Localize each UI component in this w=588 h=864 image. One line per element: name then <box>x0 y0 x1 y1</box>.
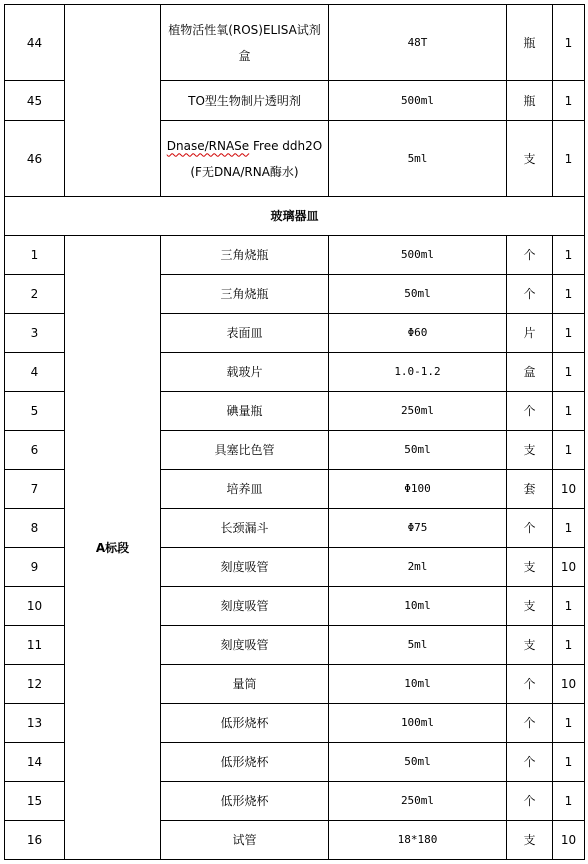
item-unit: 个 <box>507 665 553 704</box>
item-number: 3 <box>5 314 65 353</box>
item-spec: 100ml <box>329 704 507 743</box>
item-unit: 瓶 <box>507 81 553 121</box>
item-name: 具塞比色管 <box>161 431 329 470</box>
item-qty: 1 <box>553 782 585 821</box>
item-unit: 个 <box>507 509 553 548</box>
item-qty: 1 <box>553 743 585 782</box>
item-qty: 1 <box>553 275 585 314</box>
item-spec: Φ100 <box>329 470 507 509</box>
item-name: 植物活性氧(ROS)ELISA试剂盒 <box>161 5 329 81</box>
item-spec: 50ml <box>329 743 507 782</box>
item-qty: 1 <box>553 5 585 81</box>
item-number: 2 <box>5 275 65 314</box>
item-qty: 10 <box>553 665 585 704</box>
item-number: 6 <box>5 431 65 470</box>
item-name: 低形烧杯 <box>161 743 329 782</box>
item-spec: 10ml <box>329 665 507 704</box>
item-number: 46 <box>5 121 65 197</box>
item-unit: 套 <box>507 470 553 509</box>
item-spec: 50ml <box>329 275 507 314</box>
item-number: 8 <box>5 509 65 548</box>
item-name: 三角烧瓶 <box>161 236 329 275</box>
item-qty: 10 <box>553 821 585 860</box>
group-cell <box>65 5 161 197</box>
table-row <box>5 5 585 81</box>
equipment-table <box>4 4 585 860</box>
item-spec: 2ml <box>329 548 507 587</box>
item-spec: 18*180 <box>329 821 507 860</box>
item-name: 刻度吸管 <box>161 626 329 665</box>
item-unit: 个 <box>507 704 553 743</box>
group-label: A标段 <box>65 236 161 860</box>
item-unit: 盒 <box>507 353 553 392</box>
item-spec: 250ml <box>329 782 507 821</box>
item-unit: 支 <box>507 548 553 587</box>
item-spec: 10ml <box>329 587 507 626</box>
item-number: 13 <box>5 704 65 743</box>
item-number: 45 <box>5 81 65 121</box>
item-qty: 1 <box>553 236 585 275</box>
item-number: 9 <box>5 548 65 587</box>
item-qty: 1 <box>553 509 585 548</box>
item-name-rest: Free ddh2O(F无DNA/RNA酶水) <box>190 138 323 179</box>
item-qty: 10 <box>553 548 585 587</box>
item-number: 4 <box>5 353 65 392</box>
item-number: 16 <box>5 821 65 860</box>
item-unit: 支 <box>507 821 553 860</box>
item-name: 碘量瓶 <box>161 392 329 431</box>
item-qty: 1 <box>553 314 585 353</box>
item-name: 长颈漏斗 <box>161 509 329 548</box>
item-number: 12 <box>5 665 65 704</box>
item-qty: 1 <box>553 626 585 665</box>
item-name <box>161 121 329 197</box>
item-number: 7 <box>5 470 65 509</box>
item-unit: 片 <box>507 314 553 353</box>
item-spec: Φ75 <box>329 509 507 548</box>
item-spec: 250ml <box>329 392 507 431</box>
item-unit: 支 <box>507 587 553 626</box>
item-number: 1 <box>5 236 65 275</box>
item-spec: 500ml <box>329 236 507 275</box>
item-name: 培养皿 <box>161 470 329 509</box>
item-unit: 个 <box>507 782 553 821</box>
item-number: 15 <box>5 782 65 821</box>
item-number: 11 <box>5 626 65 665</box>
item-spec: 500ml <box>329 81 507 121</box>
item-unit: 个 <box>507 275 553 314</box>
table-row <box>5 236 585 275</box>
item-name: 载玻片 <box>161 353 329 392</box>
item-qty: 1 <box>553 431 585 470</box>
item-qty: 1 <box>553 353 585 392</box>
item-spec: 5ml <box>329 626 507 665</box>
item-spec: Φ60 <box>329 314 507 353</box>
item-qty: 1 <box>553 704 585 743</box>
item-spec: 5ml <box>329 121 507 197</box>
item-number: 5 <box>5 392 65 431</box>
item-spec: 48T <box>329 5 507 81</box>
item-name: 刻度吸管 <box>161 548 329 587</box>
item-unit: 支 <box>507 121 553 197</box>
item-unit: 支 <box>507 626 553 665</box>
item-unit: 个 <box>507 236 553 275</box>
item-spec: 50ml <box>329 431 507 470</box>
item-qty: 1 <box>553 587 585 626</box>
item-unit: 瓶 <box>507 5 553 81</box>
section-header-row <box>5 197 585 236</box>
item-unit: 个 <box>507 392 553 431</box>
item-name: 表面皿 <box>161 314 329 353</box>
item-name: 试管 <box>161 821 329 860</box>
item-name: 量筒 <box>161 665 329 704</box>
item-qty: 1 <box>553 392 585 431</box>
item-unit: 个 <box>507 743 553 782</box>
item-number: 14 <box>5 743 65 782</box>
item-name: 刻度吸管 <box>161 587 329 626</box>
item-number: 10 <box>5 587 65 626</box>
item-name: 低形烧杯 <box>161 704 329 743</box>
item-qty: 10 <box>553 470 585 509</box>
item-qty: 1 <box>553 121 585 197</box>
item-name: TO型生物制片透明剂 <box>161 81 329 121</box>
item-spec: 1.0-1.2 <box>329 353 507 392</box>
section-title: 玻璃器皿 <box>5 197 585 236</box>
spellcheck-underlined-text: Dnase/RNASe <box>166 138 250 153</box>
item-unit: 支 <box>507 431 553 470</box>
item-number: 44 <box>5 5 65 81</box>
item-qty: 1 <box>553 81 585 121</box>
item-name: 三角烧瓶 <box>161 275 329 314</box>
item-name: 低形烧杯 <box>161 782 329 821</box>
